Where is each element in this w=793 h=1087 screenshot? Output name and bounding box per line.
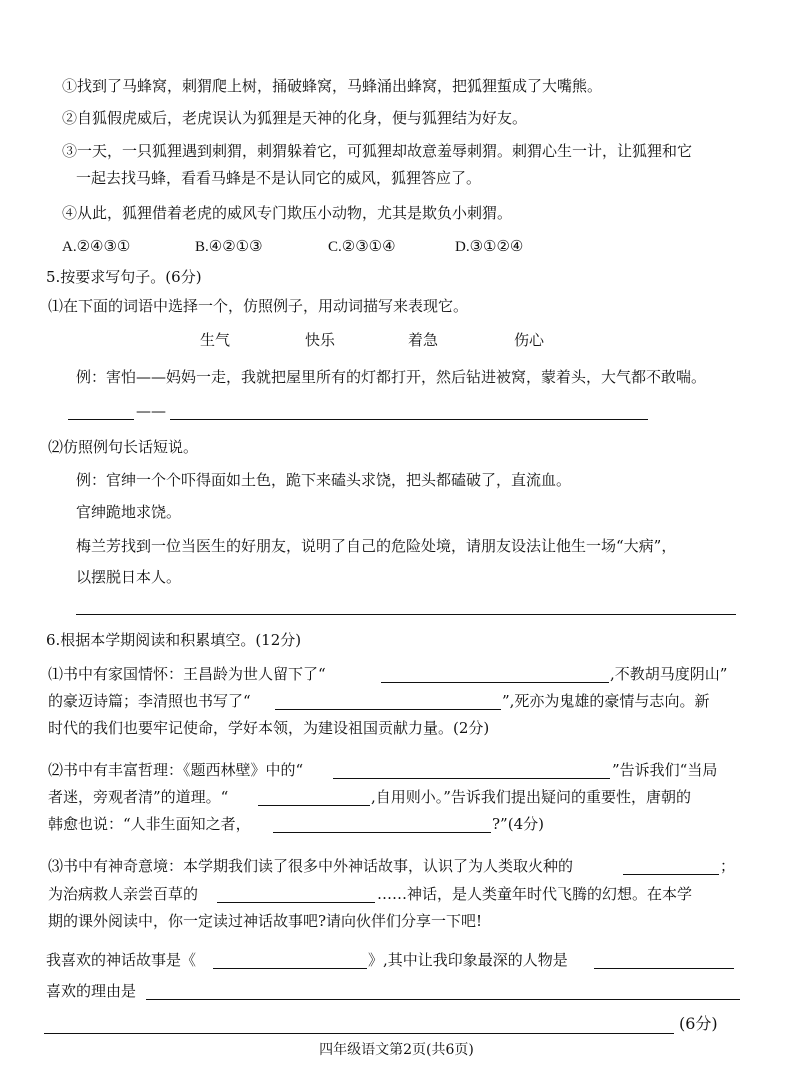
q6-title: 6.根据本学期阅读和积累填空。(12分) (46, 631, 302, 649)
q6-s3-line2a: 为治病救人亲尝百草的 (48, 885, 199, 903)
q4-option-c[interactable]: C.②③①④ (328, 239, 396, 255)
q4-option-b[interactable]: B.④②①③ (195, 239, 263, 255)
q6-s2-line2a: 者迷，旁观者清”的道理。“ (48, 788, 229, 806)
q4-item-3-cont: 一起去找马蜂，看看马蜂是不是认同它的威风，狐狸答应了。 (76, 169, 482, 187)
q6-s2-blank2[interactable] (258, 805, 370, 806)
q6-s4-character-blank[interactable] (594, 968, 734, 969)
q5-part1-answer-blank[interactable] (170, 419, 648, 420)
q5-part2-answer-blank[interactable] (76, 614, 736, 615)
q6-s1-blank1[interactable] (381, 682, 609, 683)
q6-s4-reason-blank-2[interactable] (44, 1033, 674, 1034)
q4-item-4: ④从此，狐狸借着老虎的威风专门欺压小动物，尤其是欺负小刺猬。 (62, 204, 513, 222)
q5-part2-example: 例：官绅一个个吓得面如土色，跪下来磕头求饶，把头都磕破了，直流血。 (76, 471, 572, 489)
q4-option-d[interactable]: D.③①②④ (455, 239, 524, 255)
q6-s1-blank2[interactable] (275, 709, 501, 710)
q6-s4-line1a: 我喜欢的神话故事是《 (46, 951, 197, 969)
q6-s2-line3b: ?”(4分) (492, 815, 544, 833)
q6-s1-line2a: 的豪迈诗篇；李清照也书写了“ (48, 692, 251, 710)
q6-s4-reason-label: 喜欢的理由是 (46, 982, 137, 1000)
q5-part1-prompt: ⑴在下面的词语中选择一个，仿照例子，用动词描写来表现它。 (48, 297, 469, 315)
q6-s3-blank1[interactable] (623, 874, 719, 875)
q6-s2-blank1[interactable] (333, 778, 610, 779)
q6-s3-line1: ⑶书中有神奇意境：本学期我们读了很多中外神话故事，认识了为人类取火种的 (48, 857, 574, 875)
q6-s1-line3: 时代的我们也要牢记使命，学好本领，为建设祖国贡献力量。(2分) (48, 719, 490, 737)
q5-part1-dash: —— (136, 402, 166, 420)
q6-s1-line1a: ⑴书中有家国情怀：王昌龄为世人留下了“ (48, 665, 326, 683)
q4-item-3: ③一天，一只狐狸遇到刺猬，刺猬躲着它，可狐狸却故意羞辱刺猬。刺猬心生一计，让狐狸和它 (62, 142, 693, 160)
q5-part1-example: 例：害怕——妈妈一走，我就把屋里所有的灯都打开，然后钻进被窝，蒙着头，大气都不敢喘。 (76, 368, 707, 386)
q5-part2-prompt: ⑵仿照例句长话短说。 (48, 438, 199, 456)
q5-word-1: 生气 (200, 331, 231, 349)
q6-s3-line3: 期的课外阅读中，你一定读过神话故事吧?请向伙伴们分享一下吧! (48, 912, 483, 930)
q4-item-2: ②自狐假虎威后，老虎误认为狐狸是天神的化身，便与狐狸结为好友。 (62, 109, 528, 127)
q6-s4-reason-blank[interactable] (146, 999, 740, 1000)
q6-s2-line2b: ,自用则小。”告诉我们提出疑问的重要性，唐朝的 (371, 788, 691, 806)
q6-s4-line1b: 》,其中让我印象最深的人物是 (368, 951, 568, 969)
q5-word-4: 伤心 (514, 331, 545, 349)
page-footer: 四年级语文第2页(共6页) (319, 1042, 474, 1058)
q4-item-1: ①找到了马蜂窝，刺猬爬上树，捅破蜂窝，马蜂涌出蜂窝，把狐狸蜇成了大嘴熊。 (62, 77, 603, 95)
q6-s2-line1a: ⑵书中有丰富哲理：《题西林壁》中的“ (48, 761, 304, 779)
q6-s1-line1b: ,不教胡马度阴山” (610, 665, 728, 683)
q6-s3-semicolon: ； (720, 857, 736, 875)
q5-part1-word-blank[interactable] (68, 419, 134, 420)
q6-s4-score: (6分) (679, 1014, 718, 1033)
q6-s2-line1b: ”告诉我们“当局 (612, 761, 718, 779)
q6-s2-blank3[interactable] (273, 832, 491, 833)
q6-s3-line2b: ……神话，是人类童年时代飞腾的幻想。在本学 (377, 885, 693, 903)
q5-part2-task: 梅兰芳找到一位当医生的好朋友，说明了自己的危险处境，请朋友设法让他生一场“大病”， (76, 537, 677, 555)
q4-option-a[interactable]: A.②④③① (62, 239, 131, 255)
q6-s4-story-blank[interactable] (213, 968, 367, 969)
q5-word-3: 着急 (408, 331, 439, 349)
q5-part2-task-cont: 以摆脱日本人。 (76, 568, 182, 586)
q5-title: 5.按要求写句子。(6分) (46, 268, 202, 286)
q6-s2-line3a: 韩愈也说：“人非生面知之者， (48, 815, 251, 833)
q5-part2-short: 官绅跪地求饶。 (76, 503, 182, 521)
q5-word-2: 快乐 (305, 331, 336, 349)
q6-s3-blank2[interactable] (217, 902, 375, 903)
q6-s1-line2b: ”,死亦为鬼雄的豪情与志向。新 (502, 692, 710, 710)
